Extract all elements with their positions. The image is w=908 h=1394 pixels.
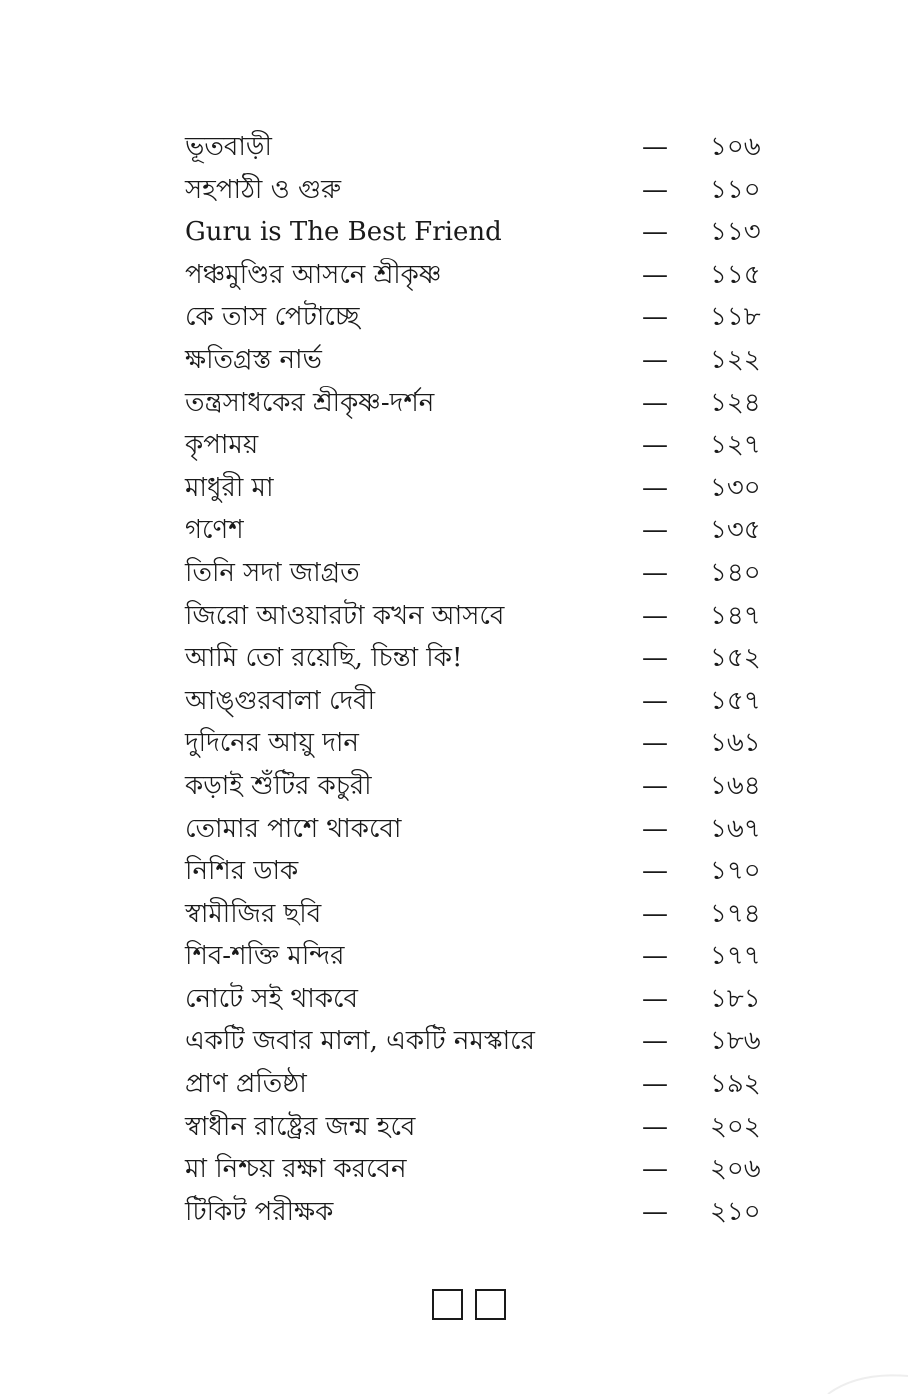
toc-entry (185, 765, 785, 808)
toc-entry-page: ১৭৭ (710, 941, 761, 972)
toc-separator: — (642, 856, 668, 887)
toc-entry-page: ১৩৫ (710, 515, 761, 546)
toc-entry-title: স্বাধীন রাষ্ট্রের জন্ম হবে (185, 1111, 416, 1142)
toc-entry-title: ভূতবাড়ী (185, 132, 272, 162)
toc-entry-page: ১১৩ (710, 217, 761, 248)
toc-separator: — (642, 1196, 668, 1227)
toc-entry-page: ১৪৭ (710, 600, 761, 631)
toc-separator: — (642, 941, 668, 972)
end-mark-square-right (475, 1289, 506, 1320)
toc-entry (185, 893, 785, 936)
toc-separator: — (642, 557, 668, 588)
toc-entry-page: ১৬১ (710, 728, 761, 759)
toc-entry (185, 254, 785, 297)
toc-entry-title: তিনি সদা জাগ্রত (185, 557, 360, 588)
toc-entry-title: নোটে সই থাকবে (185, 983, 358, 1014)
toc-entry (185, 296, 785, 339)
toc-entry (185, 126, 785, 169)
toc-entry (185, 1106, 785, 1149)
toc-entry (185, 1063, 785, 1106)
toc-entry-title: কড়াই শুঁটির কচুরী (185, 770, 372, 801)
toc-entry (185, 1020, 785, 1063)
end-mark-square-left (432, 1289, 463, 1320)
toc-entry (185, 424, 785, 467)
toc-entry (185, 637, 785, 680)
toc-entry (185, 1148, 785, 1191)
toc-separator: — (642, 1154, 668, 1185)
toc-separator: — (642, 259, 668, 290)
toc-entry-page: ১৬৪ (710, 770, 761, 801)
toc-entry (185, 850, 785, 893)
toc-separator: — (642, 472, 668, 503)
toc-separator: — (642, 430, 668, 461)
toc-entry-title: তন্ত্রসাধকের শ্রীকৃষ্ণ-দর্শন (185, 387, 435, 418)
toc-entry-title: জিরো আওয়ারটা কখন আসবে (185, 600, 505, 631)
toc-separator: — (642, 174, 668, 205)
toc-entry-page: ১২৪ (710, 387, 761, 418)
toc-entry-page: ১৬৭ (710, 813, 761, 844)
toc-entry-page: ১৭৪ (710, 898, 761, 929)
toc-separator: — (642, 983, 668, 1014)
toc-entry-page: ১৫৭ (710, 685, 761, 716)
toc-entry-title: আমি তো রয়েছি, চিন্তা কি! (185, 643, 463, 674)
toc-entry (185, 169, 785, 212)
toc-entry (185, 509, 785, 552)
toc-entry-title: Guru is The Best Friend (185, 217, 502, 248)
toc-entry (185, 935, 785, 978)
toc-separator: — (642, 515, 668, 546)
toc-separator: — (642, 600, 668, 631)
toc-entry-title: আঙ্গুরবালা দেবী (185, 685, 376, 716)
toc-separator: — (642, 1026, 668, 1057)
toc-entry-title: দুদিনের আয়ু দান (185, 728, 359, 759)
toc-entry-page: ১১৫ (710, 259, 761, 290)
toc-entry-title: মাধুরী মা (185, 472, 274, 503)
toc-entry-title: টিকিট পরীক্ষক (185, 1196, 334, 1227)
toc-separator: — (642, 1069, 668, 1100)
table-of-contents (185, 126, 785, 1233)
toc-entry (185, 552, 785, 595)
toc-entry (185, 722, 785, 765)
toc-entry (185, 595, 785, 638)
toc-entry-page: ১১০ (710, 174, 761, 205)
double-square-end-mark-icon (432, 1289, 506, 1320)
toc-entry-title: প্রাণ প্রতিষ্ঠা (185, 1069, 307, 1100)
toc-entry-title: তোমার পাশে থাকবো (185, 813, 402, 844)
toc-separator: — (642, 643, 668, 674)
toc-entry-page: ১১৮ (710, 302, 761, 333)
toc-entry-title: সহপাঠী ও গুরু (185, 174, 342, 205)
toc-separator: — (642, 217, 668, 248)
toc-separator: — (642, 387, 668, 418)
toc-entry-page: ১৩০ (710, 472, 761, 503)
toc-entry (185, 339, 785, 382)
toc-entry-page: ১৫২ (710, 643, 761, 674)
toc-separator: — (642, 813, 668, 844)
toc-entry-page: ১৭০ (710, 856, 761, 887)
toc-entry-title: মা নিশ্চয় রক্ষা করবেন (185, 1154, 407, 1185)
toc-separator: — (642, 685, 668, 716)
toc-entry-title: কে তাস পেটাচ্ছে (185, 302, 360, 333)
toc-separator: — (642, 344, 668, 375)
toc-entry-page: ১৯২ (710, 1069, 761, 1100)
toc-entry-page: ১২২ (710, 344, 761, 375)
toc-entry (185, 680, 785, 723)
page-corner-curl-icon (818, 1354, 908, 1394)
toc-separator: — (642, 770, 668, 801)
toc-entry-page: ২০২ (710, 1111, 761, 1142)
toc-entry (185, 978, 785, 1021)
toc-entry-title: স্বামীজির ছবি (185, 898, 322, 929)
toc-entry-title: নিশির ডাক (185, 856, 299, 887)
toc-entry-title: ক্ষতিগ্রস্ত নার্ভ (185, 344, 322, 375)
toc-entry-page: ১২৭ (710, 430, 761, 461)
toc-separator: — (642, 302, 668, 333)
toc-entry-page: ১৪০ (710, 557, 761, 588)
toc-separator: — (642, 132, 668, 162)
toc-entry-page: ২১০ (710, 1196, 761, 1227)
toc-entry (185, 808, 785, 851)
toc-separator: — (642, 1111, 668, 1142)
toc-entry-title: শিব-শক্তি মন্দির (185, 941, 345, 972)
toc-entry (185, 211, 785, 254)
toc-entry (185, 382, 785, 425)
toc-entry-page: ২০৬ (710, 1154, 761, 1185)
toc-separator: — (642, 898, 668, 929)
toc-entry-title: গণেশ (185, 515, 244, 546)
toc-entry-page: ১৮৬ (710, 1026, 761, 1057)
toc-entry-title: একটি জবার মালা, একটি নমস্কারে (185, 1026, 535, 1057)
toc-entry-title: কৃপাময় (185, 430, 259, 461)
toc-entry-page: ১০৬ (710, 132, 761, 162)
toc-separator: — (642, 728, 668, 759)
toc-entry (185, 467, 785, 510)
toc-entry (185, 1191, 785, 1234)
toc-entry-title: পঞ্চমুণ্ডির আসনে শ্রীকৃষ্ণ (185, 259, 442, 290)
toc-entry-page: ১৮১ (710, 983, 761, 1014)
